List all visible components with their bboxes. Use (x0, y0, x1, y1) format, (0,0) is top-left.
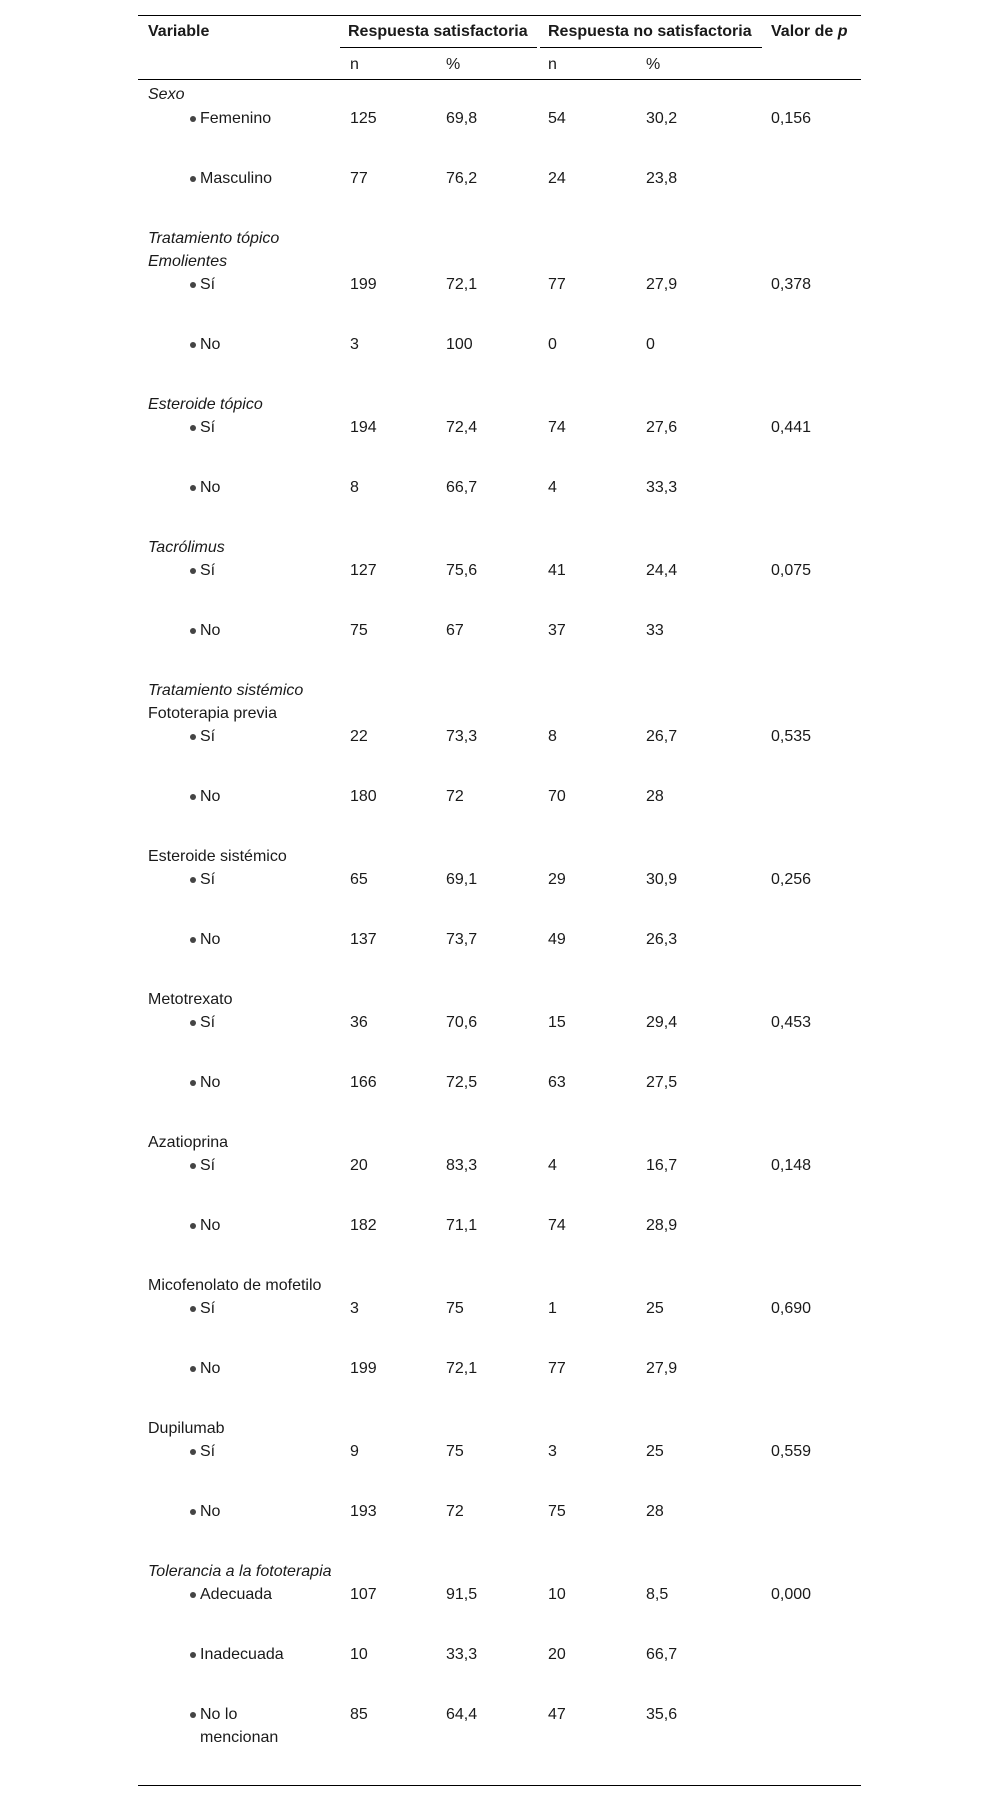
cell-p2: 27,9 (646, 1360, 678, 1377)
section-heading-azatioprina: Azatioprina (148, 1134, 229, 1151)
cell-p2: 24,4 (646, 562, 678, 579)
bullet-icon (190, 1306, 196, 1312)
cell-n1: 9 (350, 1443, 359, 1460)
row-label: Inadecuada (200, 1646, 284, 1663)
cell-p2: 66,7 (646, 1646, 678, 1663)
cell-p1: 33,3 (446, 1646, 478, 1663)
row-label: Sí (200, 276, 216, 293)
bullet-icon (190, 342, 196, 348)
cell-n2: 47 (548, 1706, 566, 1723)
row-label: No (200, 336, 221, 353)
cell-p2: 26,7 (646, 728, 678, 745)
cell-n1: 199 (350, 276, 377, 293)
bullet-icon (190, 1223, 196, 1229)
section-heading-topico: Tratamiento tópico (148, 230, 280, 247)
cell-n2: 70 (548, 788, 566, 805)
cell-n2: 37 (548, 622, 566, 639)
cell-p1: 67 (446, 622, 464, 639)
cell-n2: 54 (548, 110, 566, 127)
section-heading-esteroide-topico: Esteroide tópico (148, 396, 263, 413)
row-label: No lo mencionan (200, 1706, 279, 1746)
bullet-icon (190, 1712, 196, 1718)
cell-p2: 33,3 (646, 479, 678, 496)
cell-pv: 0,378 (771, 276, 812, 293)
cell-p1: 91,5 (446, 1586, 478, 1603)
cell-n1: 194 (350, 419, 377, 436)
cell-n1: 85 (350, 1706, 368, 1723)
cell-p1: 83,3 (446, 1157, 478, 1174)
cell-p1: 72,4 (446, 419, 478, 436)
bullet-icon (190, 1080, 196, 1086)
section-heading-sistemico: Tratamiento sistémico (148, 682, 304, 699)
cell-n1: 199 (350, 1360, 377, 1377)
cell-n1: 137 (350, 931, 377, 948)
row-label: No (200, 788, 221, 805)
cell-pv: 0,559 (771, 1443, 812, 1460)
bullet-icon (190, 116, 196, 122)
cell-n2: 20 (548, 1646, 566, 1663)
cell-p2: 27,5 (646, 1074, 678, 1091)
cell-n1: 107 (350, 1586, 377, 1603)
cell-n2: 3 (548, 1443, 557, 1460)
header-respuesta-no-satisfactoria: Respuesta no satisfactoria (548, 23, 752, 40)
row-label: No (200, 1360, 221, 1377)
cell-p2: 16,7 (646, 1157, 678, 1174)
section-heading-tolerancia: Tolerancia a la fototerapia (148, 1563, 332, 1580)
row-label: Adecuada (200, 1586, 273, 1603)
row-label: No (200, 1217, 221, 1234)
header-variable: Variable (148, 23, 210, 40)
cell-n1: 127 (350, 562, 377, 579)
cell-pv: 0,148 (771, 1157, 812, 1174)
cell-n2: 4 (548, 479, 557, 496)
cell-p1: 76,2 (446, 170, 478, 187)
bullet-icon (190, 568, 196, 574)
cell-p1: 75,6 (446, 562, 478, 579)
cell-p2: 26,3 (646, 931, 678, 948)
cell-p1: 66,7 (446, 479, 478, 496)
cell-n2: 4 (548, 1157, 557, 1174)
bullet-icon (190, 877, 196, 883)
cell-p2: 30,9 (646, 871, 678, 888)
cell-n2: 24 (548, 170, 566, 187)
cell-p2: 35,6 (646, 1706, 678, 1723)
cell-pv: 0,441 (771, 419, 812, 436)
bullet-icon (190, 1020, 196, 1026)
bullet-icon (190, 1366, 196, 1372)
cell-n2: 75 (548, 1503, 566, 1520)
row-label: Sí (200, 1157, 216, 1174)
section-heading-sexo: Sexo (148, 86, 185, 103)
cell-pv: 0,256 (771, 871, 812, 888)
section-heading-micofenolato: Micofenolato de mofetilo (148, 1277, 322, 1294)
row-label: Sí (200, 1014, 216, 1031)
cell-p1: 100 (446, 336, 473, 353)
cell-n1: 65 (350, 871, 368, 888)
cell-p1: 73,7 (446, 931, 478, 948)
cell-pv: 0,535 (771, 728, 812, 745)
bullet-icon (190, 937, 196, 943)
row-label: Sí (200, 1300, 216, 1317)
cell-p2: 25 (646, 1443, 664, 1460)
cell-p2: 33 (646, 622, 664, 639)
cell-p2: 23,8 (646, 170, 678, 187)
bullet-icon (190, 1509, 196, 1515)
row-label: Sí (200, 728, 216, 745)
cell-n2: 49 (548, 931, 566, 948)
cell-p1: 72 (446, 788, 464, 805)
row-label: Masculino (200, 170, 273, 187)
bullet-icon (190, 1163, 196, 1169)
header-bottom-rule (138, 79, 861, 80)
row-label: No (200, 479, 221, 496)
subheader-pct-sat: % (446, 56, 461, 73)
cell-p1: 72,1 (446, 1360, 478, 1377)
bullet-icon (190, 176, 196, 182)
cell-p2: 0 (646, 336, 655, 353)
cell-pv: 0,075 (771, 562, 812, 579)
section-heading-esteroide-sistemico: Esteroide sistémico (148, 848, 287, 865)
cell-n1: 3 (350, 336, 359, 353)
cell-p2: 8,5 (646, 1586, 669, 1603)
cell-p2: 30,2 (646, 110, 678, 127)
row-label: No (200, 931, 221, 948)
bullet-icon (190, 282, 196, 288)
cell-p1: 72,5 (446, 1074, 478, 1091)
cell-p1: 72 (446, 1503, 464, 1520)
group-rule-no-satisfactoria (540, 47, 762, 48)
bullet-icon (190, 485, 196, 491)
cell-pv: 0,453 (771, 1014, 812, 1031)
cell-n1: 166 (350, 1074, 377, 1091)
section-heading-metotrexato: Metotrexato (148, 991, 233, 1008)
table-top-rule (138, 15, 861, 16)
cell-n1: 77 (350, 170, 368, 187)
cell-n1: 182 (350, 1217, 377, 1234)
row-label: No (200, 1074, 221, 1091)
header-respuesta-satisfactoria: Respuesta satisfactoria (348, 23, 528, 40)
cell-p2: 27,9 (646, 276, 678, 293)
cell-pv: 0,000 (771, 1586, 812, 1603)
cell-n1: 180 (350, 788, 377, 805)
row-label: Sí (200, 871, 216, 888)
header-valor-p: Valor de p (771, 23, 848, 40)
cell-n2: 77 (548, 276, 566, 293)
cell-n2: 41 (548, 562, 566, 579)
cell-n1: 20 (350, 1157, 368, 1174)
row-label: Femenino (200, 110, 272, 127)
bullet-icon (190, 1449, 196, 1455)
bullet-icon (190, 628, 196, 634)
bullet-icon (190, 1652, 196, 1658)
subheader-n-sat: n (350, 56, 359, 73)
section-heading-emolientes: Emolientes (148, 253, 228, 270)
section-heading-dupilumab: Dupilumab (148, 1420, 225, 1437)
cell-n2: 74 (548, 1217, 566, 1234)
cell-p2: 25 (646, 1300, 664, 1317)
subheader-pct-nsat: % (646, 56, 661, 73)
bullet-icon (190, 794, 196, 800)
group-rule-satisfactoria (340, 47, 537, 48)
cell-p1: 64,4 (446, 1706, 478, 1723)
cell-n2: 74 (548, 419, 566, 436)
cell-pv: 0,690 (771, 1300, 812, 1317)
cell-n2: 0 (548, 336, 557, 353)
cell-p1: 75 (446, 1300, 464, 1317)
cell-n1: 193 (350, 1503, 377, 1520)
section-heading-fototerapia: Fototerapia previa (148, 705, 277, 722)
cell-n2: 63 (548, 1074, 566, 1091)
bullet-icon (190, 425, 196, 431)
cell-n1: 8 (350, 479, 359, 496)
cell-p1: 71,1 (446, 1217, 478, 1234)
section-heading-tacrolimus: Tacrólimus (148, 539, 225, 556)
cell-p1: 73,3 (446, 728, 478, 745)
subheader-n-nsat: n (548, 56, 557, 73)
cell-n2: 1 (548, 1300, 557, 1317)
cell-n2: 29 (548, 871, 566, 888)
cell-n1: 10 (350, 1646, 368, 1663)
bullet-icon (190, 1592, 196, 1598)
row-label: Sí (200, 1443, 216, 1460)
cell-n2: 8 (548, 728, 557, 745)
cell-p1: 69,1 (446, 871, 478, 888)
cell-n1: 3 (350, 1300, 359, 1317)
cell-p1: 72,1 (446, 276, 478, 293)
cell-n1: 36 (350, 1014, 368, 1031)
cell-n1: 75 (350, 622, 368, 639)
row-label: No (200, 1503, 221, 1520)
row-label: No (200, 622, 221, 639)
cell-pv: 0,156 (771, 110, 812, 127)
bullet-icon (190, 734, 196, 740)
cell-n1: 125 (350, 110, 377, 127)
cell-p1: 75 (446, 1443, 464, 1460)
row-label: Sí (200, 419, 216, 436)
cell-p2: 28 (646, 1503, 664, 1520)
cell-p2: 28 (646, 788, 664, 805)
cell-n2: 10 (548, 1586, 566, 1603)
cell-n2: 77 (548, 1360, 566, 1377)
cell-p2: 27,6 (646, 419, 678, 436)
cell-p1: 69,8 (446, 110, 478, 127)
cell-n1: 22 (350, 728, 368, 745)
row-label: Sí (200, 562, 216, 579)
cell-n2: 15 (548, 1014, 566, 1031)
cell-p1: 70,6 (446, 1014, 478, 1031)
cell-p2: 29,4 (646, 1014, 678, 1031)
table-bottom-rule (138, 1785, 861, 1786)
cell-p2: 28,9 (646, 1217, 678, 1234)
